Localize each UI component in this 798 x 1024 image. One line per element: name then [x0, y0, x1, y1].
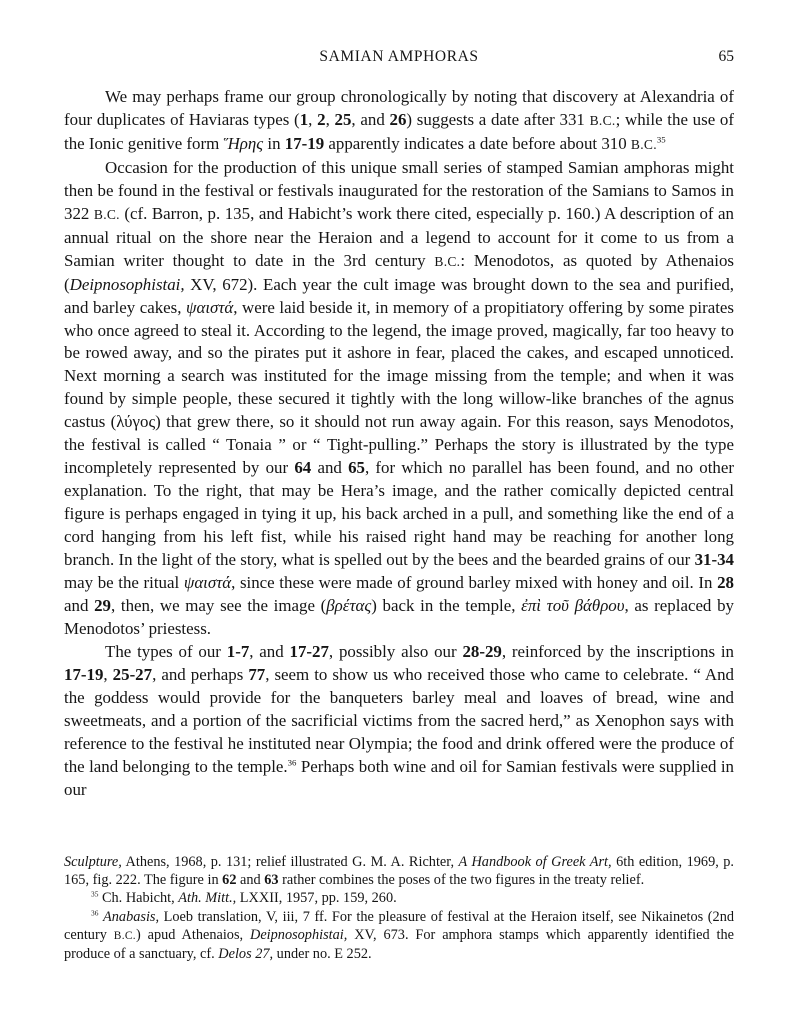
text-run: , and perhaps [152, 664, 249, 684]
text-run: 64 [294, 458, 312, 478]
text-run: and [236, 872, 265, 889]
footnote-number: 36 [91, 908, 99, 918]
text-run: 62 [222, 872, 237, 889]
text-run: 2 [317, 109, 326, 129]
text-run: Ath. Mitt., [178, 890, 237, 907]
text-run: 1-7 [226, 641, 250, 661]
text-run: may be the ritual [64, 573, 184, 593]
text-run: 17-19 [64, 664, 104, 684]
text-run: rather combines the poses of the two figures in the treaty relief. [278, 872, 645, 889]
text-run: 26 [389, 109, 407, 129]
footnote-ref-36: 36 [287, 757, 297, 768]
text-run: The types of our [105, 641, 227, 661]
running-head: SAMIAN AMPHORAS [319, 48, 479, 65]
text-run: , seem to show us who received those who came to celebrate. “ And the goddess would provide for the banqueters barley meal and loaves of bread, wine and sweetmeats, and a portion of the sacrificial victims from the sacred herd,” as Xenophon says with reference to the festival he instituted near Olympia; the food and drink offered were the produce of the land belonging to the temple. [64, 664, 735, 776]
text-run: 31-34 [694, 550, 734, 570]
text-run: Loeb translation, V, iii, 7 ff. For the pleasure of festival at the Heraion itself, see Nikainetos (2nd century [64, 908, 734, 943]
footnote-36 [64, 908, 734, 964]
text-run: Anabasis, [103, 908, 160, 925]
text-run: 17-19 [284, 133, 325, 153]
greek-term: ψαιστά [185, 297, 234, 317]
text-run: , were laid beside it, in memory of a propitiatory offering by some pirates who once agreed to steal it. According to the legend, the image proved, magically, far too heavy to be rowed away, and so the pirates put it ashore in fear, placed the cakes, and escaped unnoticed. Next morning a search was instituted for the image missing from the temple; and when it was found by simple people, these secured it tightly with the long willow-like branches of the agnus castus ( [64, 297, 734, 432]
text-run: 28 [717, 573, 734, 593]
text-run: and [311, 458, 349, 478]
text-run: Deipnosophistai, [250, 926, 348, 943]
text-run: ) apud Athenaios, [135, 926, 250, 943]
text-run: , and [351, 109, 390, 129]
text-run: XV, 672). Each year the cult image was brought down to the sea and purified, and barley cakes, [64, 274, 734, 317]
page-header [64, 48, 734, 74]
footnote-number: 35 [91, 889, 99, 899]
paragraph-festival-occasion [64, 157, 734, 641]
footnote-35 [64, 889, 734, 907]
body-text [64, 86, 734, 802]
footnotes [64, 853, 734, 963]
greek-term: βρέτας [326, 595, 372, 615]
text-run: B.C. [589, 112, 616, 128]
text-run: , and [249, 641, 290, 661]
page-number: 65 [718, 48, 734, 65]
text-run: : Menodotos, as quoted by Athenaios ( [64, 250, 734, 294]
text-run: LXXII, 1957, pp. 159, 260. [236, 890, 397, 907]
text-run: ) suggests a date after 331 [406, 109, 590, 129]
text-run: Delos 27, [218, 946, 274, 963]
text-run: B.C. [434, 253, 461, 269]
text-run: , reinforced by the inscriptions in [501, 641, 735, 661]
text-run: XV, 673. For amphora stamps which apparently identified the produce of a sanctuary, cf. [64, 926, 734, 963]
text-run: B.C. [630, 136, 657, 152]
text-run: ; while the use of the Ionic genitive form [64, 109, 734, 153]
text-run: ) back in the temple, [371, 595, 522, 615]
text-run: 28-29 [462, 641, 502, 661]
text-run: , for which no parallel has been found, and no other explanation. To the right, that may be Hera’s image, and the rather comically depicted central figure is perhaps engaged in tying it up, his back arched in a pull, and something like the end of a cord hanging from his left fist, while his raised right hand may be reaching for another long branch. In the light of the story, what is spelled out by the bees and the bearded grains of our [64, 458, 734, 570]
text-run: A Handbook of Greek Art, [458, 854, 612, 870]
text-run: under no. E 252. [273, 946, 372, 963]
greek-term: Ἥρης [223, 133, 264, 153]
text-run: Deipnosophistai, [69, 274, 185, 294]
text-run: 25-27 [112, 664, 153, 684]
text-run: in [263, 133, 285, 153]
text-run: Ch. Habicht, [98, 890, 179, 907]
text-run: Perhaps both wine and oil for Samian festivals were supplied in our [64, 756, 735, 799]
footnote-ref-35: 35 [656, 134, 666, 145]
text-run: Occasion for the production of this unique small series of stamped Samian amphoras might then be found in the festival or festivals inaugurated for the restoration of the Samians to Samos in 322 [64, 157, 734, 223]
text-run: Sculpture, [64, 854, 122, 870]
paragraph-banquet-types [64, 641, 734, 802]
text-run: 63 [264, 872, 279, 889]
text-run: , then, we may see the image ( [110, 595, 327, 615]
text-run: 29 [94, 595, 111, 615]
text-run: ) that grew there, so it should not run away again. For this reason, says Menodotos, the festival is called “ Tonaia ” or “ Tight-pulling.” Perhaps the story is illustrated by the type incompletely represented by our [64, 412, 734, 478]
text-run: , since these were made of ground barley mixed with honey and oil. In [231, 573, 718, 593]
text-run: 1 [299, 109, 309, 129]
greek-term: λύγος [116, 412, 156, 432]
text-run: , [325, 109, 335, 129]
text-run: , as replaced by Menodotos’ priestess. [64, 595, 734, 638]
text-run: We may perhaps frame our group chronologically by noting that discovery at Alexandria of four duplicates of Haviaras types ( [64, 87, 734, 129]
text-run: 17-27 [289, 641, 329, 661]
text-run: 25 [334, 109, 352, 129]
text-run: , possibly also our [328, 641, 463, 661]
text-run: 77 [248, 664, 266, 684]
text-run: apparently indicates a date before about 310 [324, 133, 631, 153]
text-run: B.C. [93, 206, 120, 222]
greek-term: ἐπὶ τοῦ βάθρου [521, 595, 625, 615]
text-run: 65 [348, 458, 365, 478]
footnote-continuation [64, 853, 734, 889]
text-run: B.C. [113, 929, 136, 942]
text-run: , [103, 664, 113, 684]
text-run: , [308, 109, 318, 129]
paragraph-chronology [64, 86, 734, 157]
greek-term: ψαιστά [183, 573, 232, 593]
text-run: (cf. Barron, p. 135, and Habicht’s work there cited, especially p. 160.) A description of an annual ritual on the shore near the Heraion and a legend to account for it come to us from a Samian writer thought to date in the 3rd century [64, 203, 734, 270]
text-run: and [64, 595, 95, 615]
text-run: 6th edition, 1969, p. 165, fig. 222. The figure in [64, 854, 734, 889]
text-run: Athens, 1968, p. 131; relief illustrated G. M. A. Richter, [121, 854, 459, 870]
